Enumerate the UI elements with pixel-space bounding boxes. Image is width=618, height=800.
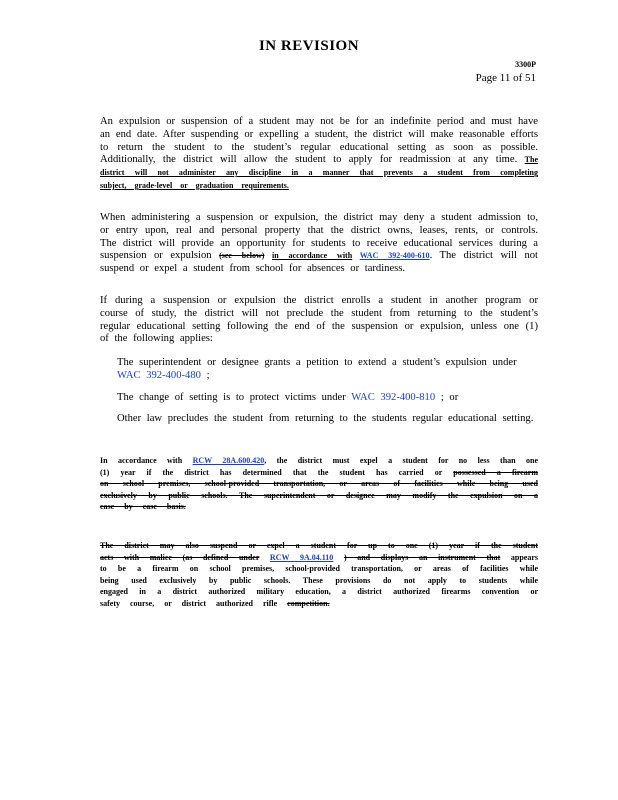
struck-text: (see below) <box>219 251 265 261</box>
list-item-tail: ; <box>206 369 210 381</box>
paragraph-text: If during a suspension or expulsion the district enrolls a student in another program or course of study, the district will not preclude the student from returning to the student’s regular educational setting following the end of the suspension or expulsion, unless one (1) of the following applies: <box>100 295 538 345</box>
rcw-link[interactable]: RCW 28A.600.420 <box>192 456 265 465</box>
list-item <box>100 413 538 426</box>
paragraph-lead: In accordance with <box>100 456 183 465</box>
list-item <box>100 357 538 383</box>
list-item-text: The superintendent or designee grants a petition to extend a student’s expulsion under <box>117 357 517 368</box>
list-item-text: Other law precludes the student from returning to the students regular educational setting. <box>117 413 534 425</box>
rcw-link[interactable]: RCW 9A.04.110 <box>269 552 334 562</box>
paragraph-text: . The district will not suspend or expel a student from school for absences or tardiness. <box>100 250 538 275</box>
wac-link[interactable]: WAC 392-400-810 <box>351 391 436 403</box>
paragraph-property-access <box>100 212 538 276</box>
exception-list <box>100 357 538 435</box>
page-number: Page 11 of 51 <box>475 72 536 84</box>
paragraph-text: When administering a suspension or expulsion, the district may deny a student admission to, or entry upon, real and personal property that the district owns, leases, rents, or controls. The district will provide an opportunity for students to receive educational services during a suspension or expulsion <box>100 212 538 262</box>
struck-text: ) and displays an instrument that <box>343 552 501 562</box>
struck-text: competition. <box>287 598 330 608</box>
list-item-text: The change of setting is to protect victims under <box>117 391 346 403</box>
inserted-text: The district will not administer any discipline in a manner that prevents a student from completing subject, grade-level or graduation requirements. <box>100 155 538 190</box>
paragraph-text: An expulsion or suspension of a student may not be for an indefinite period and must have an end date. After suspending or expelling a student, the district will make reasonable efforts to return the student to the student’s regular educational setting as soon as possible. Additionally, the district will allow the student to apply for readmission at any time. <box>100 116 538 166</box>
wac-link[interactable]: WAC 392-400-480 <box>117 369 201 381</box>
paragraph-readmission <box>100 116 538 193</box>
paragraph-text: appears to be a firearm on school premises, school-provided transportation, or areas of facilities while being used exclusively by public schools. These provisions do not apply to students while engaged in a district authorized military education, a district authorized firearms convention or safety course, or district authorized rifle <box>100 552 539 608</box>
list-item <box>100 392 538 405</box>
page-title: IN REVISION <box>258 38 360 54</box>
paragraph-other-program <box>100 295 538 346</box>
wac-link[interactable]: WAC 392-400-610 <box>359 251 430 261</box>
inserted-text: in accordance with <box>272 251 353 261</box>
struck-text: The district may also suspend or expel a student for up to one (1) year if the student acts with malice (as defined under <box>100 541 538 562</box>
paragraph-firearm-malice <box>100 540 538 610</box>
bullet-icon <box>100 392 117 405</box>
list-item-tail: ; or <box>440 391 459 403</box>
paragraph-text: , the district must expel a student for no less than one (1) year if the district has determined that the student has carried or <box>100 456 539 477</box>
document-number: 3300P <box>515 60 536 69</box>
bullet-icon <box>100 357 117 383</box>
paragraph-firearm-expulsion <box>100 455 538 513</box>
struck-text: possessed a firearm on school premises, school-provided transportation, or areas of facilities while being used exclusively by public schools. The superintendent or designee may modify the expulsion on a case by case basis. <box>100 467 539 512</box>
bullet-icon <box>100 413 117 426</box>
